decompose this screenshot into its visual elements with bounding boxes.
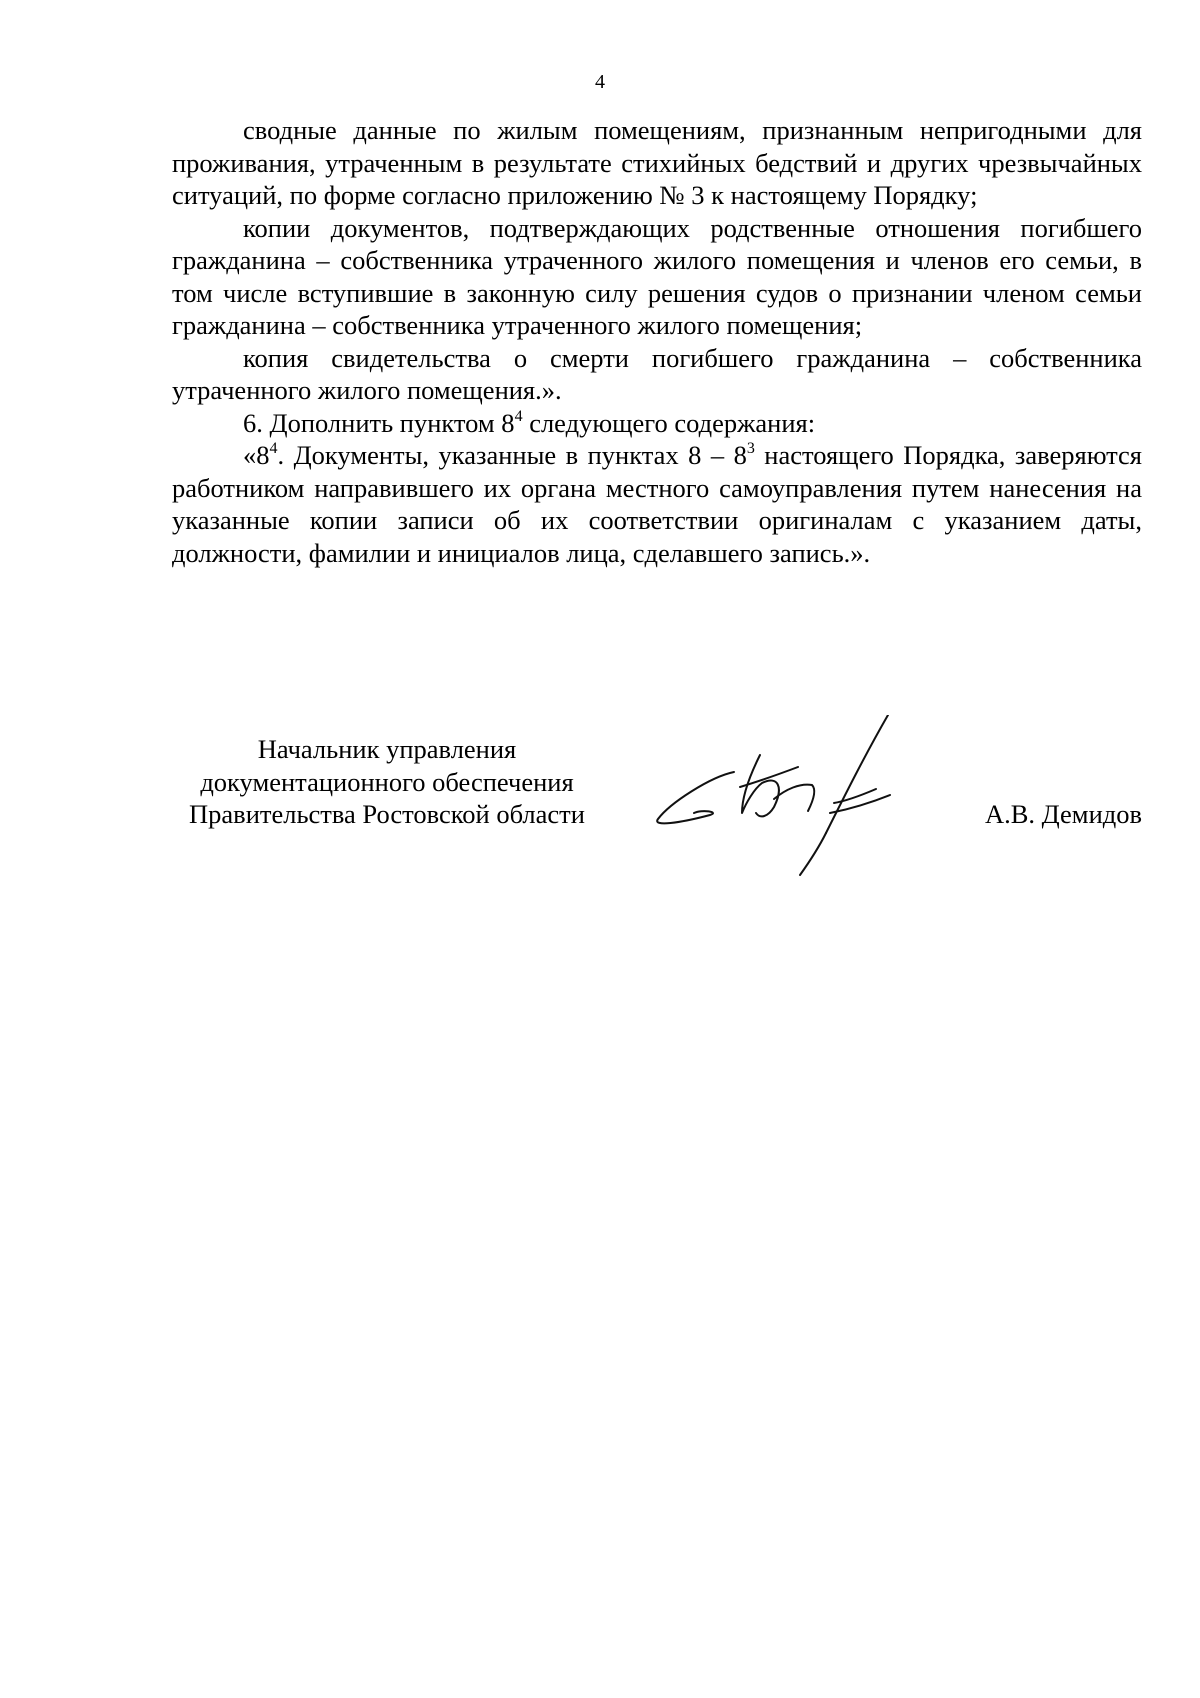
signatory-name: А.В. Демидов xyxy=(984,799,1142,829)
paragraph-text: настоящего Порядка, заверяются работником направившего их органа местного самоуправления путем нанесения на указанные копии записи об их соответствии оригиналам с указанием даты, должности, фамилии и инициалов лица, сделавшего запись.». xyxy=(172,440,1142,568)
handwritten-signature xyxy=(650,715,940,885)
paragraph-text: «8 xyxy=(243,440,270,470)
paragraph-text: копии документов, подтверждающих родственные отношения погибшего гражданина – собственника утраченного жилого помещения и членов его семьи, в том числе вступившие в законную силу решения судов о признании членом семьи гражданина – собственника утраченного жилого помещения; xyxy=(172,212,1142,340)
signatory-title-line: Начальник управления xyxy=(257,734,517,764)
paragraph-text: . Документы, указанные в пунктах 8 – 8 xyxy=(277,440,747,470)
signatory-title xyxy=(172,733,602,831)
paragraph-kinship-documents xyxy=(172,212,1142,342)
paragraph-text: сводные данные по жилым помещениям, признанным непригодными для проживания, утраченным в результате стихийных бедствий и других чрезвычайных ситуаций, по форме согласно приложению № 3 к настоящему Порядку; xyxy=(172,115,1142,210)
superscript-index: 3 xyxy=(746,440,755,457)
paragraph-summary-data xyxy=(172,114,1142,212)
paragraph-text: 6. Дополнить пунктом 8 xyxy=(243,407,515,438)
paragraph-text: копия свидетельства о смерти погибшего гражданина – собственника утраченного жилого помещения.». xyxy=(172,342,1142,405)
paragraph-point-8-4 xyxy=(172,439,1142,569)
paragraph-amendment-6 xyxy=(172,407,1142,440)
document-body xyxy=(172,114,1142,569)
superscript-index: 4 xyxy=(514,407,523,425)
paragraph-text: следующего содержания: xyxy=(522,407,816,438)
page-number: 4 xyxy=(595,71,605,93)
signatory-title-line: Правительства Ростовской области xyxy=(189,799,585,829)
signatory-title-line: документационного обеспечения xyxy=(200,766,574,797)
paragraph-death-certificate xyxy=(172,342,1142,407)
superscript-index: 4 xyxy=(269,440,278,457)
